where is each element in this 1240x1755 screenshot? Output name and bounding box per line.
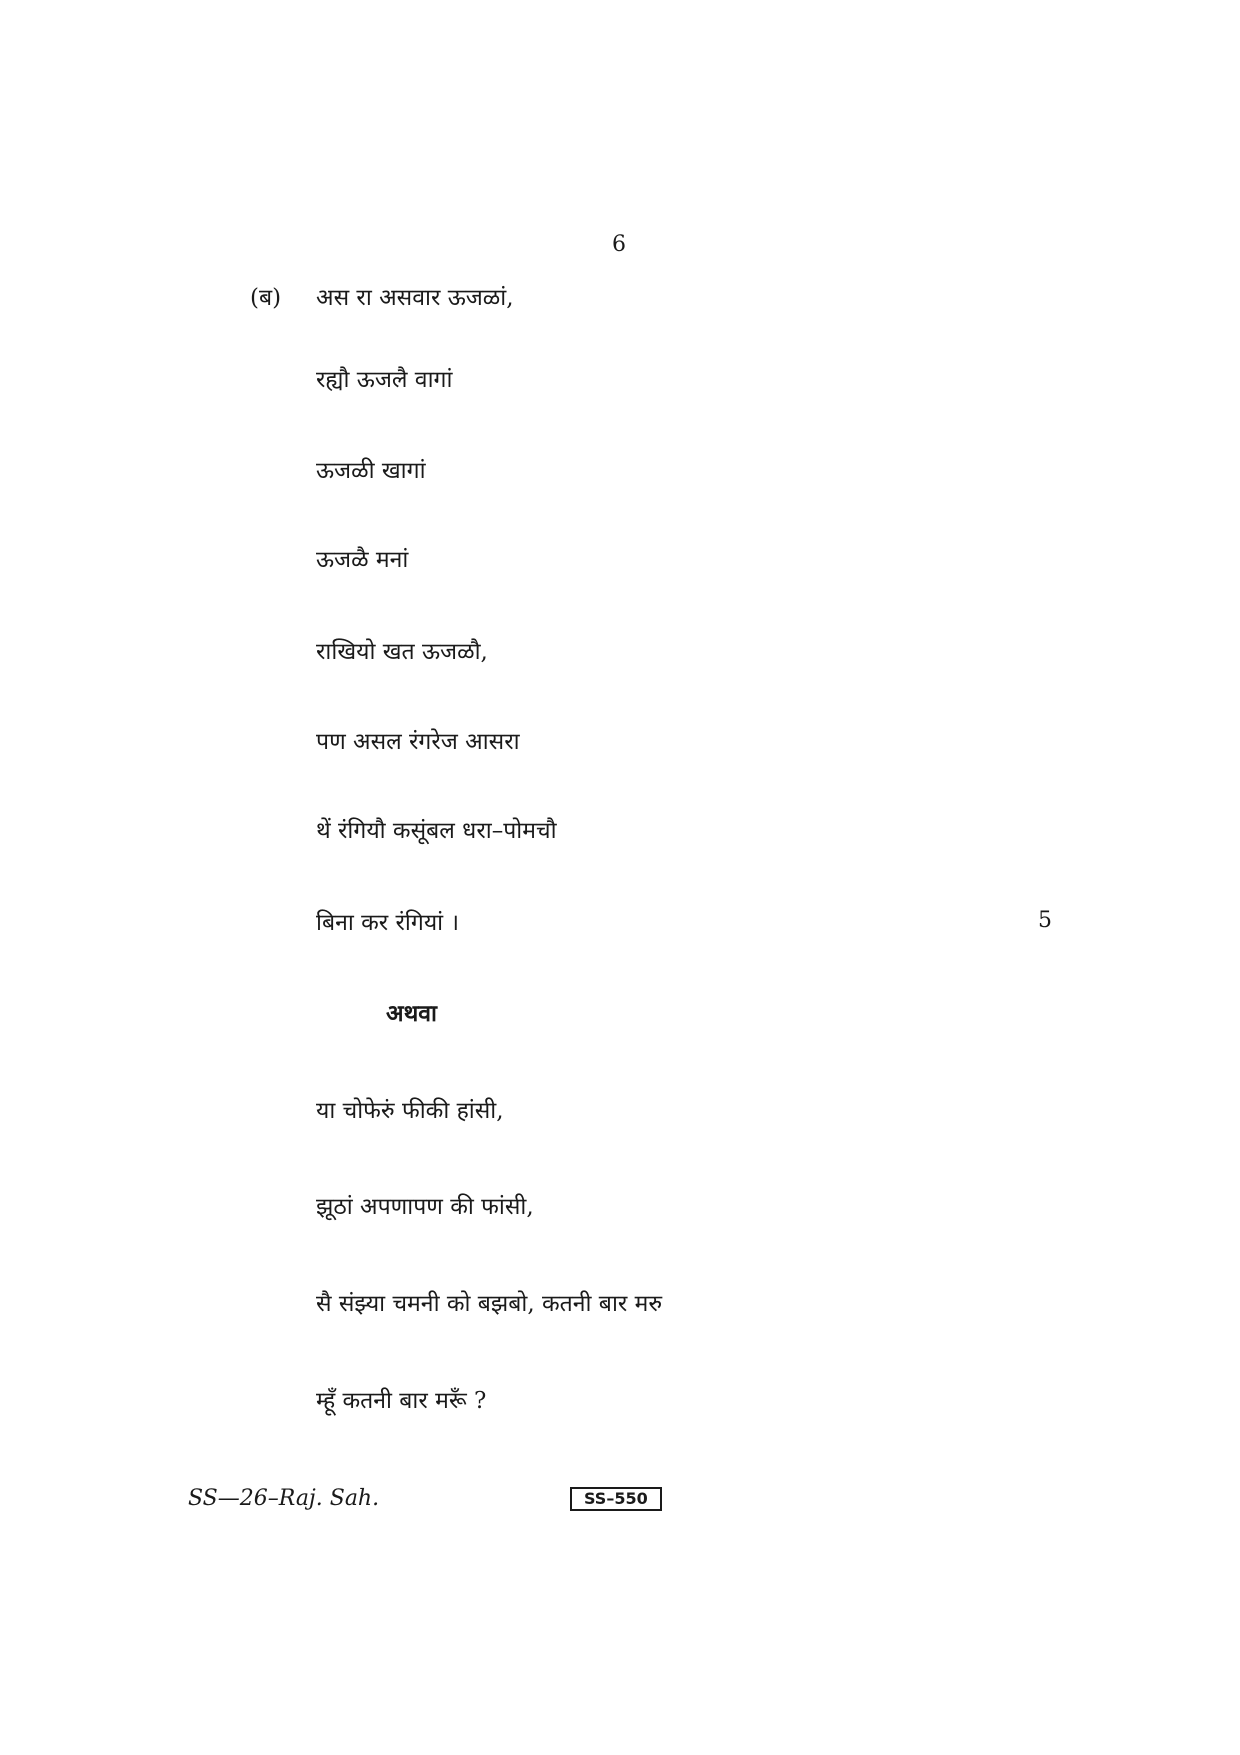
footer-paper-code: SS—26–Raj. Sah. [188, 1486, 380, 1511]
poem-line-6: पण असल रंगरेज आसरा [316, 729, 520, 755]
alt-poem-line-3: सै संझ्या चमनी को बझबो, कतनी बार मरु [316, 1291, 663, 1317]
alt-poem-line-2: झूठां अपणापण की फांसी, [316, 1194, 534, 1220]
poem-line-3: ऊजळी खागां [316, 458, 426, 484]
poem-line-1: अस रा असवार ऊजळां, [316, 285, 514, 311]
question-label: (ब) [250, 285, 282, 311]
alt-poem-line-4: म्हूँ कतनी बार मरूँ ? [316, 1388, 487, 1414]
poem-line-7: थें रंगियौ कसूंबल धरा–पोमचौ [316, 818, 557, 844]
poem-line-4: ऊजळै मनां [316, 547, 409, 573]
alt-poem-line-1: या चोफेरुं फीकी हांसी, [316, 1098, 504, 1124]
poem-line-2: रह्यौ ऊजलै वागां [316, 367, 453, 393]
or-heading: अथवा [386, 1000, 438, 1027]
poem-line-8: बिना कर रंगियां । [316, 910, 460, 936]
footer-series-code-box: SS–550 [570, 1487, 662, 1511]
page-number: 6 [612, 232, 626, 257]
poem-line-5: राखियो खत ऊजळौ, [316, 639, 488, 665]
marks: 5 [1038, 908, 1052, 933]
